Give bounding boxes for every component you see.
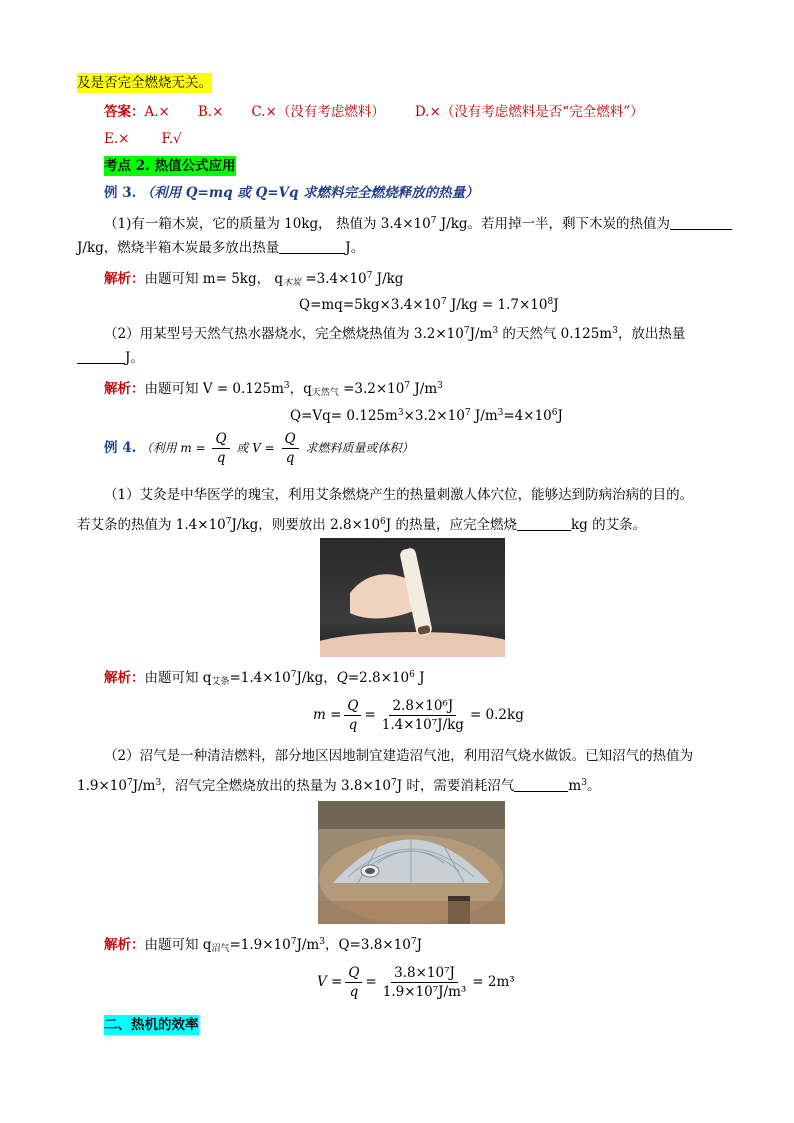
- ex4-title: 求燃料质量或体积）: [301, 441, 414, 455]
- ex4-sol1: [104, 665, 425, 692]
- solution-text: ，Q: [324, 937, 350, 953]
- solution-text: 由题可知 V = 0.125m: [144, 381, 284, 397]
- q-text: ，沼气完全燃烧放出的热量为 3.8×10: [161, 778, 391, 794]
- q-text: 1.9×10: [77, 778, 127, 794]
- solution-val: =3.4×10: [301, 271, 367, 287]
- solution-text: ，q: [289, 381, 312, 397]
- solution-text: Q: [336, 670, 348, 686]
- equation-lhs: m =: [313, 707, 342, 723]
- solution-text: J: [416, 937, 422, 953]
- fraction: [380, 964, 470, 1001]
- equation-rhs: = 2m³: [472, 974, 515, 990]
- ex3-q1-line2: [77, 238, 364, 258]
- solution-exp: 7: [366, 271, 373, 281]
- ex3-label: 例 3.: [104, 185, 137, 201]
- answer-b: B.×: [197, 104, 224, 120]
- fraction-num: Q: [344, 697, 361, 716]
- ex3-q2-text: J/m: [469, 326, 493, 342]
- fraction-den: q: [216, 450, 226, 466]
- solution-text: =1.4×10: [229, 670, 291, 686]
- solution-sub: 天然气: [311, 388, 339, 398]
- exp: 6: [409, 670, 415, 680]
- answer-c: C.×（没有考虑燃料）: [251, 104, 385, 120]
- exp: 7: [463, 326, 470, 336]
- fraction-num: Q: [282, 430, 299, 449]
- ex3-q2-text: （2）用某型号天然气热水器烧水，完全燃烧热值为 3.2×10: [104, 326, 464, 342]
- answer-label: 答案：: [104, 104, 145, 120]
- intro-line: 及是否完全燃烧无关。: [77, 75, 212, 91]
- answer-a: A.×: [144, 104, 170, 120]
- biogas-tank-illustration: [318, 801, 505, 924]
- fraction: [212, 430, 229, 467]
- exp: 3: [612, 326, 618, 336]
- exp: 7: [390, 778, 397, 788]
- answer-d: D.×（没有考虑燃料是否“完全燃料”）: [414, 104, 644, 120]
- ex4-heading: [104, 428, 413, 468]
- fraction-den: q: [285, 450, 295, 466]
- formula-text: J/kg = 1.7×10: [446, 297, 548, 313]
- solution-text: J: [414, 670, 425, 686]
- ex3-sol1-formula: [299, 292, 559, 315]
- ex4-title: 或 V =: [232, 441, 279, 455]
- fraction-den: 1.9×10⁷J/m³: [382, 984, 467, 1000]
- answer-f: F.√: [161, 131, 182, 147]
- exp: 3: [319, 937, 325, 947]
- exp: 7: [126, 778, 133, 788]
- ex3-q2-text: ，放出热量: [617, 326, 686, 342]
- formula-text: =4×10: [503, 408, 552, 424]
- q-text: J/m: [132, 778, 156, 794]
- ex3-heading: [104, 183, 479, 203]
- exp: 7: [290, 937, 297, 947]
- exp: 3: [581, 778, 587, 788]
- exp: 3: [283, 381, 290, 391]
- answer-blank[interactable]: [514, 777, 568, 792]
- formula-exp: 8: [547, 297, 554, 307]
- solution-sub: 沼气: [211, 944, 230, 954]
- fraction: [344, 697, 361, 734]
- ex4-label: 例 4.: [104, 440, 137, 456]
- formula-text: J/m: [470, 408, 498, 424]
- formula-text: Q=Vq= 0.125m: [290, 408, 398, 424]
- fraction-num: Q: [345, 964, 362, 983]
- exp: 3: [397, 408, 404, 418]
- q-text: 若艾条的热值为 1.4×10: [77, 517, 226, 533]
- solution-text: 由题可知 q: [144, 937, 212, 953]
- ex3-q2-line1: [104, 321, 685, 344]
- fraction-num: Q: [212, 430, 229, 449]
- exp: 7: [410, 937, 417, 947]
- solution-text: J/m: [296, 937, 320, 953]
- answer-line-2: [104, 129, 182, 149]
- answer-line: [104, 102, 644, 122]
- ex3-q2-text: 的天然气 0.125m: [498, 326, 613, 342]
- formula-text: Q=mq=5kg×3.4×10: [299, 297, 441, 313]
- exp: 7: [290, 670, 297, 680]
- q-text: J 时，需要消耗沼气: [396, 778, 515, 794]
- ex3-sol2-formula: [290, 403, 563, 426]
- solution-text: 由题可知 q: [144, 670, 212, 686]
- formula-text: ×3.2×10: [403, 408, 465, 424]
- equation-lhs: V =: [317, 974, 343, 990]
- biogas-tank-photo: [318, 801, 505, 924]
- answer-e: E.×: [104, 131, 130, 147]
- q-text: 。: [586, 778, 601, 794]
- solution-text: J/kg，: [296, 670, 337, 686]
- ex4-sol2: [104, 932, 422, 959]
- answer-blank[interactable]: [279, 239, 345, 254]
- section-heading: 二、热机的效率: [104, 1017, 199, 1033]
- ex3-q1-line1: [104, 211, 732, 234]
- ex4-q1-line2: [77, 512, 646, 535]
- ex3-q1-exp: 7: [430, 216, 437, 226]
- fraction-den: q: [348, 717, 358, 733]
- solution-label: 解析：: [104, 381, 145, 397]
- equation-rhs: = 0.2kg: [469, 707, 524, 723]
- fraction-den: q: [349, 984, 359, 1000]
- ex4-q1-line1: （1）艾灸是中华医学的瑰宝，利用艾条燃烧产生的热量刺激人体穴位，能够达到防病治病的目的。: [104, 487, 694, 503]
- solution-text: =1.9×10: [229, 937, 291, 953]
- formula-exp: 7: [440, 297, 447, 307]
- ex3-q2-line2: [77, 348, 144, 368]
- answer-blank[interactable]: [77, 349, 125, 364]
- exp: 3: [492, 326, 499, 336]
- exp: 6: [380, 517, 386, 527]
- answer-blank[interactable]: [670, 215, 732, 230]
- solution-text: =3.2×10: [338, 381, 405, 397]
- ex3-q1-text2: J/kg。若用掉一半，剩下木炭的热值为: [436, 216, 671, 232]
- exp: 7: [225, 517, 232, 527]
- q-text: J/kg，则要放出 2.8×10: [231, 517, 381, 533]
- exp: 3: [155, 778, 162, 788]
- q-text: m: [568, 778, 582, 794]
- section2-title: 考点 2. 热值公式应用: [104, 158, 236, 174]
- ex3-q2-text: J。: [125, 350, 144, 366]
- fraction: [282, 430, 299, 467]
- exp: 7: [404, 381, 411, 391]
- solution-label: 解析：: [104, 271, 145, 287]
- ex3-q1-text4: J。: [345, 240, 365, 256]
- moxibustion-photo: [320, 538, 505, 657]
- solution-label: 解析：: [104, 937, 145, 953]
- formula-text: J: [553, 297, 559, 313]
- ex3-q1-text: （1)有一箱木炭，它的质量为 10kg， 热值为 3.4×10: [104, 216, 431, 232]
- fraction: [379, 697, 467, 734]
- solution-text: 由题可知 m= 5kg， q: [144, 271, 284, 287]
- fraction-num: 2.8×10⁶J: [389, 697, 456, 716]
- solution-label: 解析：: [104, 670, 145, 686]
- solution-text: J/m: [410, 381, 438, 397]
- ex4-q2-line1: （2）沼气是一种清洁燃料，部分地区因地制宜建造沼气池，利用沼气烧水做饭。已知沼气的热值为: [104, 748, 694, 764]
- fraction-den: 1.4×10⁷J/kg: [381, 717, 464, 733]
- fraction: [345, 964, 362, 1001]
- solution-sub: 木炭: [283, 278, 302, 288]
- ex3-sol1: [104, 266, 403, 293]
- ex3-title: （利用 Q=mq 或 Q=Vq 求燃料完全燃烧释放的热量）: [140, 185, 479, 201]
- ex3-q1-text3: J/kg，燃烧半箱木炭最多放出热量: [77, 240, 280, 256]
- exp: 7: [464, 408, 471, 418]
- formula-text: J: [557, 408, 563, 424]
- ex4-q2-line2: [77, 773, 600, 796]
- exp: 6: [551, 408, 558, 418]
- solution-sub: 艾条: [211, 677, 230, 687]
- ex4-title: （利用 m =: [140, 441, 210, 455]
- solution-text: =3.8×10: [349, 937, 411, 953]
- exp: 3: [497, 408, 504, 418]
- moxibustion-illustration: [320, 538, 505, 657]
- solution-unit: J/kg: [372, 271, 404, 287]
- solution-text: =2.8×10: [347, 670, 410, 686]
- ex4-sol1-equation: m = $\frac{Q}{q}$ = $\frac{\text{2.8×10⁶J}}{\text{1.4×10⁷J/kg}}$ = 0.2kg: [313, 698, 524, 733]
- ex4-sol2-equation: V = $\frac{Q}{q}$ = $\frac{\text{3.8×10⁷J}}{\text{1.9×10⁷J/m³}}$ = 2m³: [317, 965, 515, 1000]
- q-text: J 的热量，应完全燃烧: [385, 517, 517, 533]
- ex3-sol2: [104, 376, 443, 403]
- fraction-num: 3.8×10⁷J: [391, 964, 458, 983]
- answer-blank[interactable]: [517, 516, 571, 531]
- q-text: kg 的艾条。: [570, 517, 647, 533]
- exp: 3: [437, 381, 443, 391]
